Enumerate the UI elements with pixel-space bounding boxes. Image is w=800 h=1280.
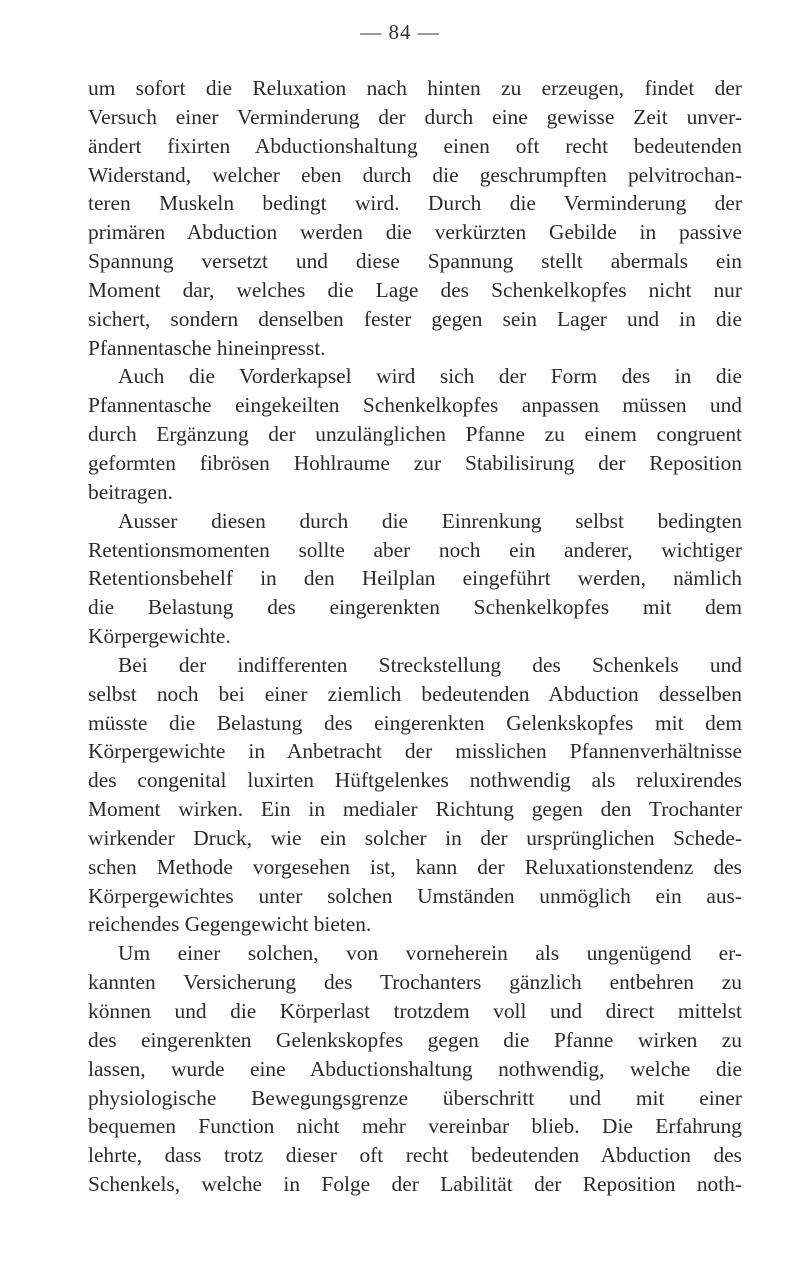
text-line: Moment dar, welches die Lage des Schenkelkopfes nicht nur [88,277,742,302]
text-line: Um einer solchen, von vorneherein als ungenügend er- [118,941,742,966]
text-line: schen Methode vorgesehen ist, kann der Reluxationstendenz des [88,854,742,879]
text-line: Widerstand, welcher eben durch die geschrumpften pelvitrochan- [88,162,742,187]
text-line: müsste die Belastung des eingerenkten Gelenkskopfes mit dem [88,710,742,735]
text-line: physiologische Bewegungsgrenze überschritt und mit einer [88,1085,742,1110]
text-line: können und die Körperlast trotzdem voll und direct mittelst [88,999,742,1023]
text-line: sichert, sondern denselben fester gegen sein Lager und in die [88,306,742,331]
text-line: um sofort die Reluxation nach hinten zu erzeugen, findet der [88,76,742,100]
text-line: reichendes Gegengewicht bieten. [88,912,372,937]
text-line: Moment wirken. Ein in medialer Richtung gegen den Trochanter [88,797,742,822]
body-text [88,74,742,1199]
text-line: bequemen Function nicht mehr vereinbar blieb. Die Erfahrung [88,1114,742,1139]
text-line: kannten Versicherung des Trochanters gänzlich entbehren zu [88,970,742,995]
text-line: Bei der indifferenten Streckstellung des Schenkels und [118,652,742,677]
text-line: Versuch einer Verminderung der durch eine gewisse Zeit unver- [88,104,742,129]
text-line: teren Muskeln bedingt wird. Durch die Verminderung der [88,191,742,216]
text-line: Ausser diesen durch die Einrenkung selbst bedingten [118,508,742,533]
text-line: lehrte, dass trotz dieser oft recht bedeutenden Abduction des [88,1143,742,1168]
text-line: ändert fixirten Abductionshaltung einen oft recht bedeutenden [88,133,742,158]
text-line: primären Abduction werden die verkürzten Gebilde in passive [88,220,742,245]
text-line: geformten fibrösen Hohlraume zur Stabilisirung der Reposition [88,450,742,475]
text-line: Körpergewichte in Anbetracht der misslichen Pfannenverhältnisse [88,739,742,764]
text-line: des eingerenkten Gelenkskopfes gegen die Pfanne wirken zu [88,1027,742,1052]
page-number: — 84 — [360,20,440,44]
text-line: selbst noch bei einer ziemlich bedeutenden Abduction desselben [88,681,742,706]
text-line: des congenital luxirten Hüftgelenkes nothwendig als reluxirendes [88,768,742,793]
text-line: Pfannentasche eingekeilten Schenkelkopfes anpassen müssen und [88,393,742,418]
text-line: Retentionsmomenten sollte aber noch ein anderer, wichtiger [88,537,742,562]
text-line: wirkender Druck, wie ein solcher in der ursprünglichen Schede- [88,825,742,850]
text-line: die Belastung des eingerenkten Schenkelkopfes mit dem [88,595,742,620]
text-line: Pfannentasche hineinpresst. [88,335,326,360]
text-line: durch Ergänzung der unzulänglichen Pfanne zu einem congruent [88,422,742,447]
text-line: Körpergewichte. [88,624,231,649]
text-line: Auch die Vorderkapsel wird sich der Form des in die [118,364,742,389]
text-line: Körpergewichtes unter solchen Umständen unmöglich ein aus- [88,883,742,908]
text-line: Retentionsbehelf in den Heilplan eingeführt werden, nämlich [88,566,742,591]
text-line: beitragen. [88,479,173,504]
text-line: Spannung versetzt und diese Spannung stellt abermals ein [88,249,742,274]
text-line: lassen, wurde eine Abductionshaltung nothwendig, welche die [88,1056,742,1081]
text-line: Schenkels, welche in Folge der Labilität der Reposition noth- [88,1172,742,1197]
